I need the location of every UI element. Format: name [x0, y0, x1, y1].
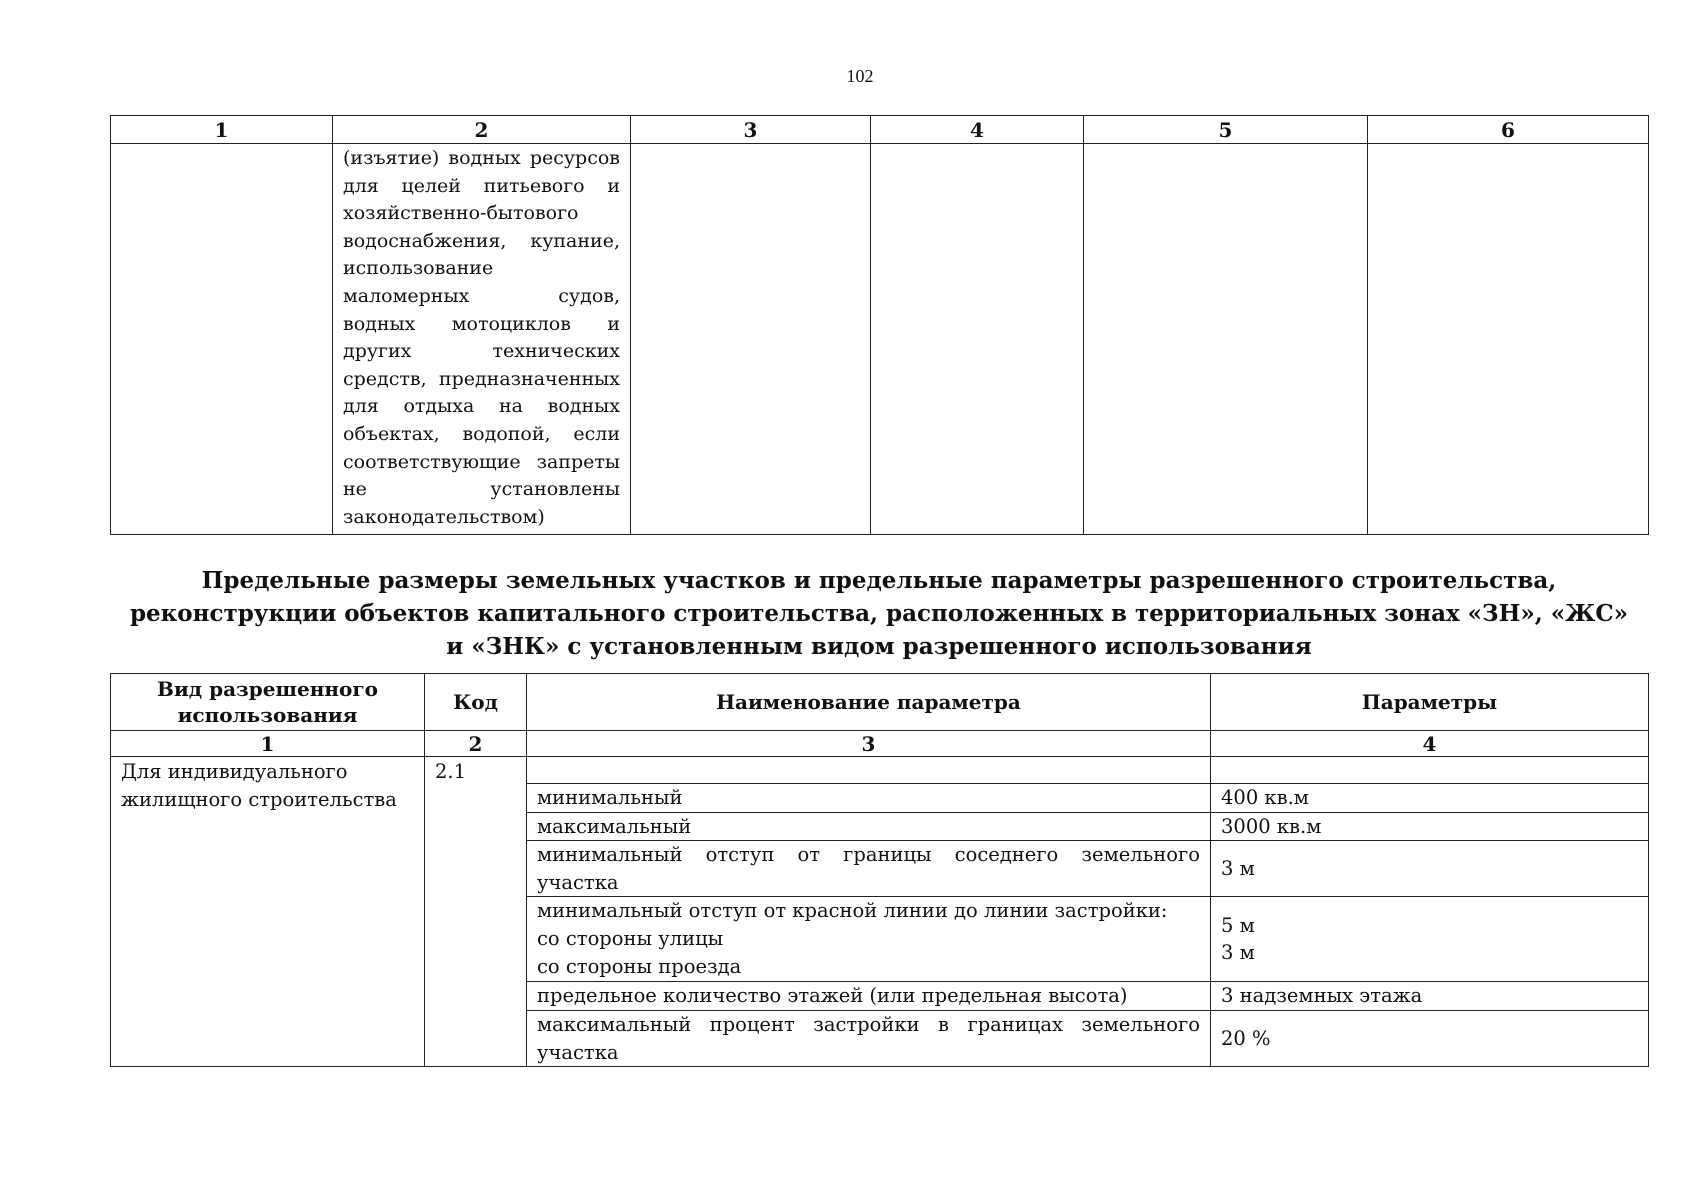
parameter-value: 400 кв.м — [1211, 784, 1649, 813]
parameter-name — [527, 897, 1211, 982]
text-line: участка — [537, 870, 619, 894]
parameter-value: 3 надземных этажа — [1211, 982, 1649, 1011]
header-row — [111, 674, 1649, 731]
header-parameter-name: Наименование параметра — [527, 674, 1211, 731]
text-line: маломерных судов, — [343, 284, 620, 307]
text-line: для целей питьевого и — [343, 174, 620, 197]
table-cell — [1368, 144, 1649, 535]
text-line: для отдыха на водных — [343, 395, 620, 418]
text-line: водных мотоциклов и — [343, 312, 620, 335]
water-use-description-cell — [333, 144, 631, 535]
header-code: Код — [425, 674, 527, 731]
column-number-row — [111, 731, 1649, 757]
text-line: хозяйственно-бытового — [343, 202, 579, 225]
parameter-value — [1211, 897, 1649, 982]
text-line: (изъятие) водных ресурсов — [343, 147, 620, 169]
page-number: 102 — [846, 66, 874, 86]
header-line: использования — [177, 703, 358, 727]
column-number: 6 — [1368, 116, 1649, 144]
table-cell — [1084, 144, 1368, 535]
parameter-name — [527, 1010, 1211, 1066]
use-type-line: Для индивидуального — [121, 760, 348, 783]
heading-line: Предельные размеры земельных участков и предельные параметры разрешенного строительства, — [201, 567, 1557, 594]
text-line: участка — [537, 1040, 619, 1064]
header-use-type — [111, 674, 425, 731]
header-line: Вид разрешенного — [157, 677, 378, 701]
table-cell — [871, 144, 1084, 535]
parameter-name: предельное количество этажей (или предельная высота) — [527, 982, 1211, 1011]
heading-line: и «ЗНК» с установленным видом разрешенного использования — [446, 633, 1312, 660]
text-line: 5 м — [1221, 913, 1255, 937]
text-line: соответствующие запреты — [343, 450, 620, 473]
text-line: не установлены — [343, 478, 620, 501]
text-line: объектах, водопой, если — [343, 422, 620, 445]
text-line: со стороны улицы — [537, 926, 724, 950]
text-line: других технических — [343, 340, 620, 363]
column-number: 3 — [527, 731, 1211, 757]
column-number: 1 — [111, 731, 425, 757]
column-number: 2 — [425, 731, 527, 757]
column-number: 5 — [1084, 116, 1368, 144]
text-line: минимальный отступ от красной линии до линии застройки: — [537, 899, 1168, 923]
column-number: 3 — [631, 116, 871, 144]
continuation-table — [110, 115, 1649, 535]
table-row — [111, 757, 1649, 784]
parameter-name — [527, 757, 1211, 784]
use-type-line: жилищного строительства — [121, 787, 397, 811]
parameter-value: 3000 кв.м — [1211, 812, 1649, 841]
parameter-value — [1211, 757, 1649, 784]
column-number: 2 — [333, 116, 631, 144]
table-row — [111, 144, 1649, 535]
text-line: средств, предназначенных — [343, 367, 620, 390]
text-line: использование — [343, 257, 494, 280]
parameter-value: 20 % — [1211, 1010, 1649, 1066]
column-number: 4 — [1211, 731, 1649, 757]
use-type-cell — [111, 757, 425, 1067]
text-line: законодательством) — [343, 505, 545, 528]
text-line: водоснабжения, купание, — [343, 229, 620, 252]
column-number: 4 — [871, 116, 1084, 144]
header-parameters: Параметры — [1211, 674, 1649, 731]
table-cell — [631, 144, 871, 535]
text-line: со стороны проезда — [537, 954, 742, 978]
table-cell — [111, 144, 333, 535]
text-line: 3 м — [1221, 941, 1255, 965]
column-number-row — [111, 116, 1649, 144]
text-line: минимальный отступ от границы соседнего земельного — [537, 843, 1200, 867]
parameter-value: 3 м — [1211, 841, 1649, 897]
parameter-name — [527, 841, 1211, 897]
parameters-table — [110, 673, 1649, 1067]
code-cell: 2.1 — [425, 757, 527, 1067]
parameter-name: минимальный — [527, 784, 1211, 813]
column-number: 1 — [111, 116, 333, 144]
heading-line: реконструкции объектов капитального строительства, расположенных в территориальных зонах «ЗН», «ЖС» — [129, 600, 1629, 627]
section-heading — [110, 564, 1648, 663]
parameter-name: максимальный — [527, 812, 1211, 841]
text-line: максимальный процент застройки в границах земельного — [537, 1012, 1200, 1036]
water-use-description — [333, 144, 630, 531]
